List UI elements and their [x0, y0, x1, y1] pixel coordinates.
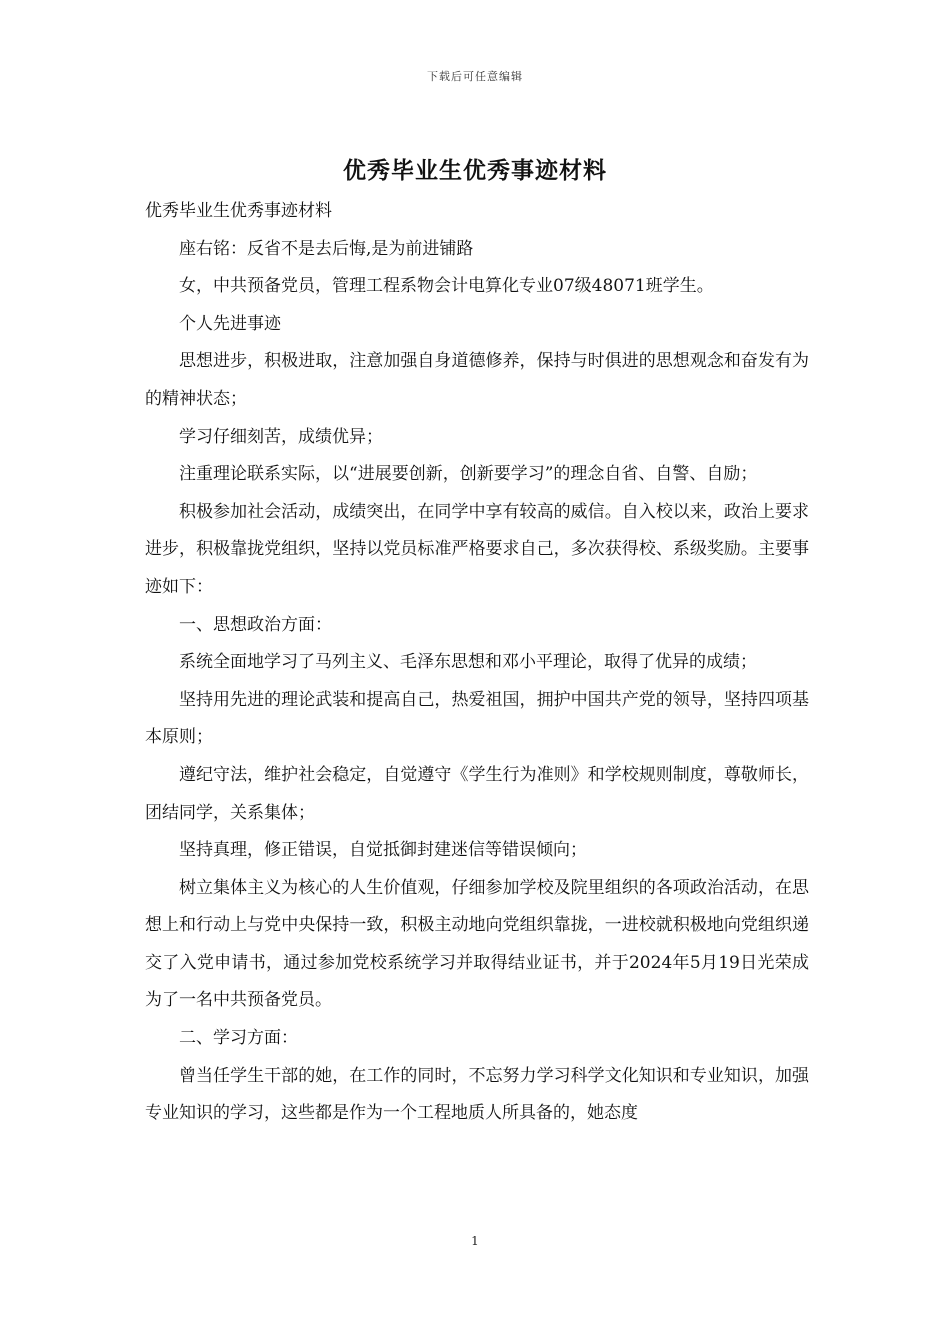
paragraph: 树立集体主义为核心的人生价值观，仔细参加学校及院里组织的各项政治活动，在思想上和行动上与党中央保持一致，积极主动地向党组织靠拢，一进校就积极地向党组织递交了入党申请书，通过参加党校系统学习并取得结业证书，并于2024年5月19日光荣成为了一名中共预备党员。 — [145, 877, 809, 1011]
paragraph-motto: 座右铭：反省不是去后悔,是为前进铺路 — [179, 238, 474, 259]
page-number: 1 — [471, 1234, 479, 1248]
paragraph: 学习仔细刻苦，成绩优异； — [179, 426, 383, 447]
section-heading-study: 二、学习方面： — [179, 1028, 298, 1049]
header-note: 下载后可任意编辑 — [427, 70, 523, 83]
section-heading-politics: 一、思想政治方面： — [179, 614, 332, 635]
paragraph-subtitle: 优秀毕业生优秀事迹材料 — [145, 201, 332, 221]
document-title: 优秀毕业生优秀事迹材料 — [343, 157, 607, 184]
paragraph: 积极参加社会活动，成绩突出，在同学中享有较高的威信。自入校以来，政治上要求进步，积极靠拢党组织，坚持以党员标准严格要求自己，多次获得校、系级奖励。主要事迹如下： — [145, 501, 809, 597]
paragraph: 坚持用先进的理论武装和提高自己，热爱祖国，拥护中国共产党的领导，坚持四项基本原则； — [145, 689, 809, 748]
document-body — [145, 193, 809, 1133]
paragraph-heading-deeds: 个人先进事迹 — [179, 313, 281, 334]
paragraph: 曾当任学生干部的她，在工作的同时，不忘努力学习科学文化知识和专业知识，加强专业知识的学习，这些都是作为一个工程地质人所具备的，她态度 — [145, 1065, 809, 1124]
paragraph: 系统全面地学习了马列主义、毛泽东思想和邓小平理论，取得了优异的成绩； — [179, 652, 757, 673]
paragraph: 注重理论联系实际，以“进展要创新，创新要学习”的理念自省、自警、自励； — [179, 464, 758, 485]
paragraph: 遵纪守法，维护社会稳定，自觉遵守《学生行为准则》和学校规则制度，尊敬师长，团结同学，关系集体； — [145, 764, 809, 823]
paragraph: 思想进步，积极进取，注意加强自身道德修养，保持与时俱进的思想观念和奋发有为的精神状态； — [145, 351, 809, 409]
paragraph-profile: 女，中共预备党员，管理工程系物会计电算化专业07级48071班学生。 — [179, 276, 714, 297]
paragraph: 坚持真理，修正错误，自觉抵御封建迷信等错误倾向； — [179, 840, 587, 861]
